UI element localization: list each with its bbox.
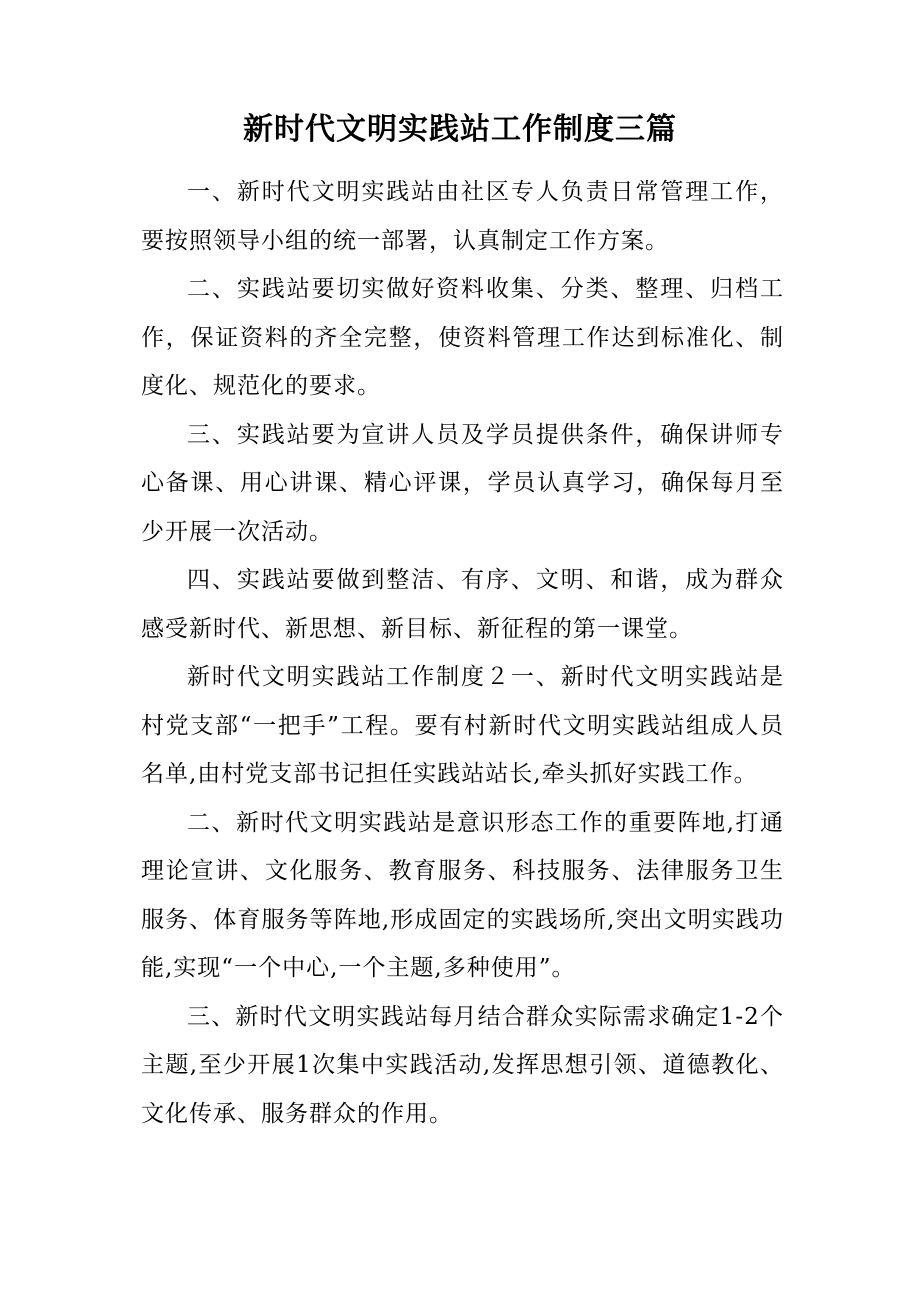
paragraph-4: 四、实践站要做到整洁、有序、文明、和谐，成为群众感受新时代、新思想、新目标、新征程的第一课堂。 <box>141 567 784 642</box>
paragraph-2: 二、实践站要切实做好资料收集、分类、整理、归档工作，保证资料的齐全完整，使资料管理工作达到标准化、制度化、规范化的要求。 <box>141 276 784 399</box>
paragraph-6: 二、新时代文明实践站是意识形态工作的重要阵地,打通理论宣讲、文化服务、教育服务、科技服务、法律服务卫生服务、体育服务等阵地,形成固定的实践场所,突出文明实践功能,实现“一个中心,一个主题,多种使用”。 <box>141 809 784 981</box>
paragraph-5: 新时代文明实践站工作制度２一、新时代文明实践站是村党支部“一把手”工程。要有村新时代文明实践站组成人员名单,由村党支部书记担任实践站站长,牵头抓好实践工作。 <box>141 664 784 787</box>
paragraph-7: 三、新时代文明实践站每月结合群众实际需求确定1-2个主题,至少开展1次集中实践活动,发挥思想引领、道德教化、文化传承、服务群众的作用。 <box>141 1003 784 1127</box>
document-title: 新时代文明实践站工作制度三篇 <box>243 112 677 147</box>
paragraph-1: 一、新时代文明实践站由社区专人负责日常管理工作，要按照领导小组的统一部署，认真制定工作方案。 <box>141 179 784 254</box>
paragraph-3: 三、实践站要为宣讲人员及学员提供条件，确保讲师专心备课、用心讲课、精心评课，学员认真学习，确保每月至少开展一次活动。 <box>141 421 784 545</box>
document-body <box>141 168 784 1138</box>
